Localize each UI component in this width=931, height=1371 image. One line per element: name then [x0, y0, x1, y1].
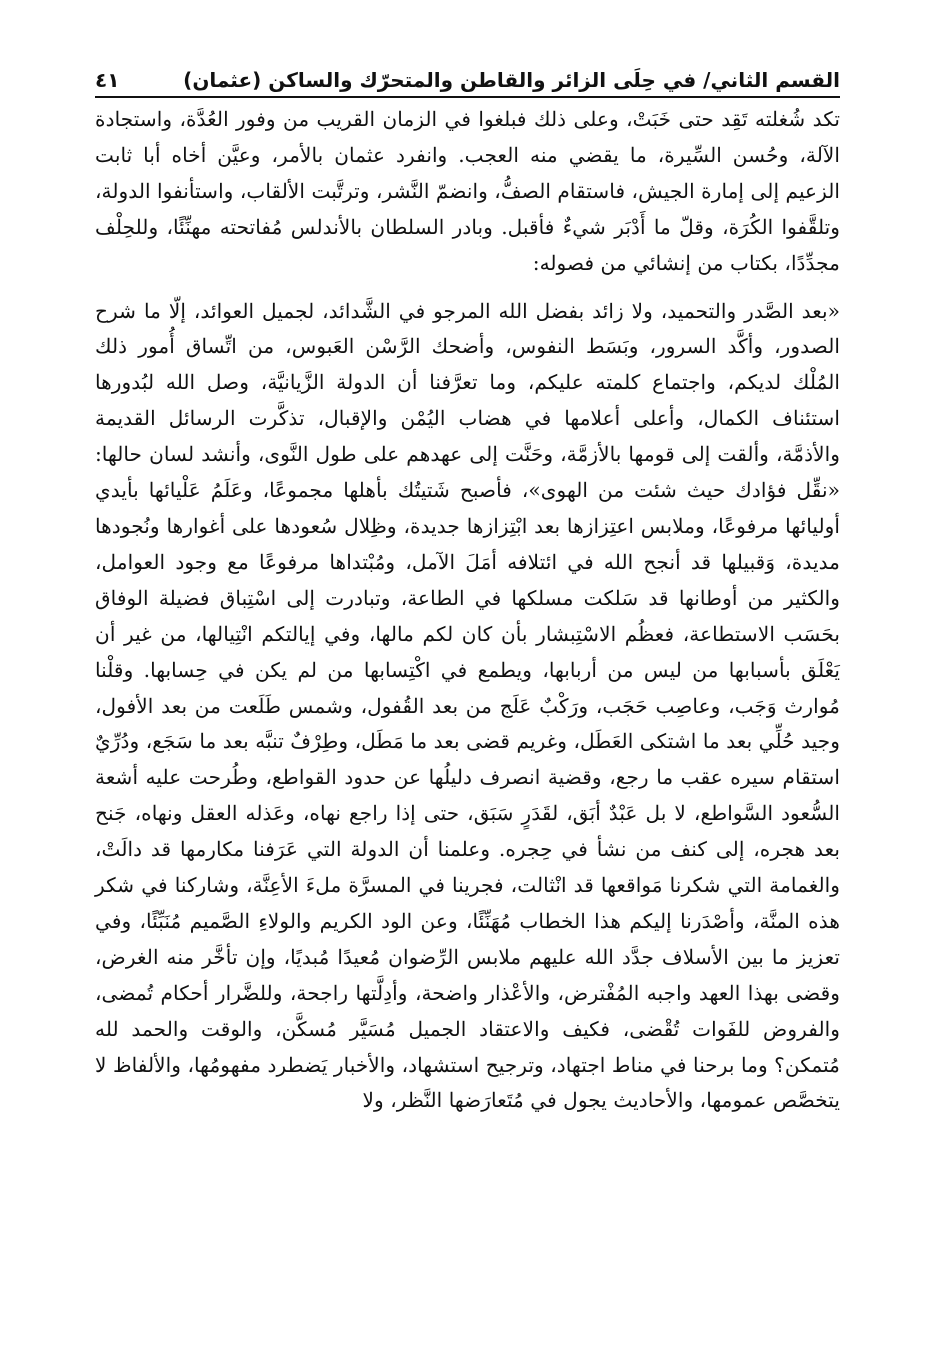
paragraph-letter: «بعد الصَّدر والتحميد، ولا زائد بفضل الله المرجو في الشَّدائد، لجميل العوائد، إلّا ما شرح الصدور، وأكَّد السرور، وبَسَط النفوس، وأضحك الرَّسْن العَبوس، من اتِّساق أُمور ذلك المُلْك لديكم، واجتماع كلمته عليكم، وما تعرَّفنا أن الدولة الزَّيانيَّة، وصل الله لبُدورها استئناف الكمال، وأعلى أعلامها في هضاب اليُمْن والإقبال، تذكَّرت الرسائل القديمة والأذمَّة، وألقت إلى قومها بالأزمَّة، وحَنَّت إلى عهدهم على طول النَّوى، وأنشد لسان حالها: «نقِّل فؤادك حيث شئت من الهوى»، فأصبح شَتيتُك بأهلها مجموعًا، وعَلَمُ عَلْيائها بأيدي أوليائها مرفوعًا، وملابس اعتِزازها بعد ابْتِزازها جديدة، وظِلال سُعودها على أغوارها ونُجودها مديدة، وَقبيلها قد أنجح الله في ائتلافه أمَلَ الآمل، ومُبْتداها مرفوعًا مع وجود العوامل، والكثير من أوطانها قد سَلكت مسلكها في الطاعة، وتبادرت إلى اسْتِباق فضيلة الوفاق بحَسَب الاستطاعة، فعظُم الاسْتِبشار بأن كان لكم مالها، وفي إيالتكم انْتِيالها، من غير أن يَعْلَق بأسبابها من ليس من أربابها، ويطمع في اكْتِسابها من لم يكن في حِسابها. وقلْنا مُوارث وَجَب، وعاصِب حَجَب، ورَكْبٌ عَلَج من بعد القُفول، وشمس طَلَعت من بعد الأفول، وجيد حُلِّي بعد ما اشتكى العَطَل، وغريم قضى بعد ما مَطَل، وطِرْفٌ تنبَّه بعد ما سَجَع، ودُرِّيٌ استقام سيره عقب ما رجع، وقضية انصرف دليلُها عن حدود القواطع، وطُرحت عليه أشعة السُّعود السَّواطع، لا بل عَبْدٌ أبَق، لقَدَرٍ سَبَق، حتى إذا راجع نهاه، وعَذله العقل ونهاه، جَنح بعد هجره، إلى كنف من نشأ في حِجره. وعلمنا أن الدولة التي عَرَفنا مكارمها قد دالَتْ، والغمامة التي شكرنا مَواقعها قد انْثالت، فجرينا في المسرَّة ملءَ الأعِنَّة، وشاركنا في شكر هذه المنَّة، وأصْدَرنا إليكم هذا الخطاب مُهَنِّئًا، وعن الود الكريم والولاءِ الصَّميم مُنَبِّئًا، وفي تعزيز ما بين الأسلاف جدَّد الله عليهم ملابس الرِّضوان مُعيدًا مُبديًا، وإن تأخَّر منه الغرض، وقضى بهذا العهد واجبه المُفْترض، والأعْذار واضحة، وأدِلَّتها راجحة، وللضَّرار أحكام تُمضى، والفروض للفَوات تُقْضى، فكيف والاعتقاد الجميل مُسَيَّر مُسكَّن، والوقت والحمد لله مُتمكن؟ وما برحنا في مناط اجتهاد، وترجيح استشهاد، والأخبار يَضطرد مفهومُها، والألفاظ لا يتخصَّص عمومها، والأحاديث يجول في مُتَعارَضها النَّظر، ولا	[95, 298, 840, 1113]
page-number: ٤١	[95, 68, 120, 92]
paragraph-narrative: تكد شُغلته تَقِد حتى خَبَتْ، وعلى ذلك فبلغوا في الزمان القريب من وفور العُدَّة، واستجادة الآلة، وحُسن السِّيرة، ما يقضي منه العجب. وانفرد عثمان بالأمر، وعيَّن أخاه أبا ثابت الزعيم إلى إمارة الجيش، فاستقام الصفُّ، وانضمّ النَّشر، وترتَّبت الألقاب، واستأنفوا الدولة، وتلقَّفوا الكُرَة، وقلّ ما أَدْبَر شيءٌ فأقبل. وبادر السلطان بالأندلس مُفاتحته مهنِّئًا، وللحِلْف مجدِّدًا، بكتاب من إنشائي من فصوله:	[95, 107, 840, 275]
running-title: القسم الثاني/ في حِلَى الزائر والقاطن والمتحرّك والساكن (عثمان)	[183, 68, 840, 92]
book-page	[95, 40, 840, 1119]
body-text	[95, 102, 840, 1119]
page-header	[95, 40, 840, 98]
